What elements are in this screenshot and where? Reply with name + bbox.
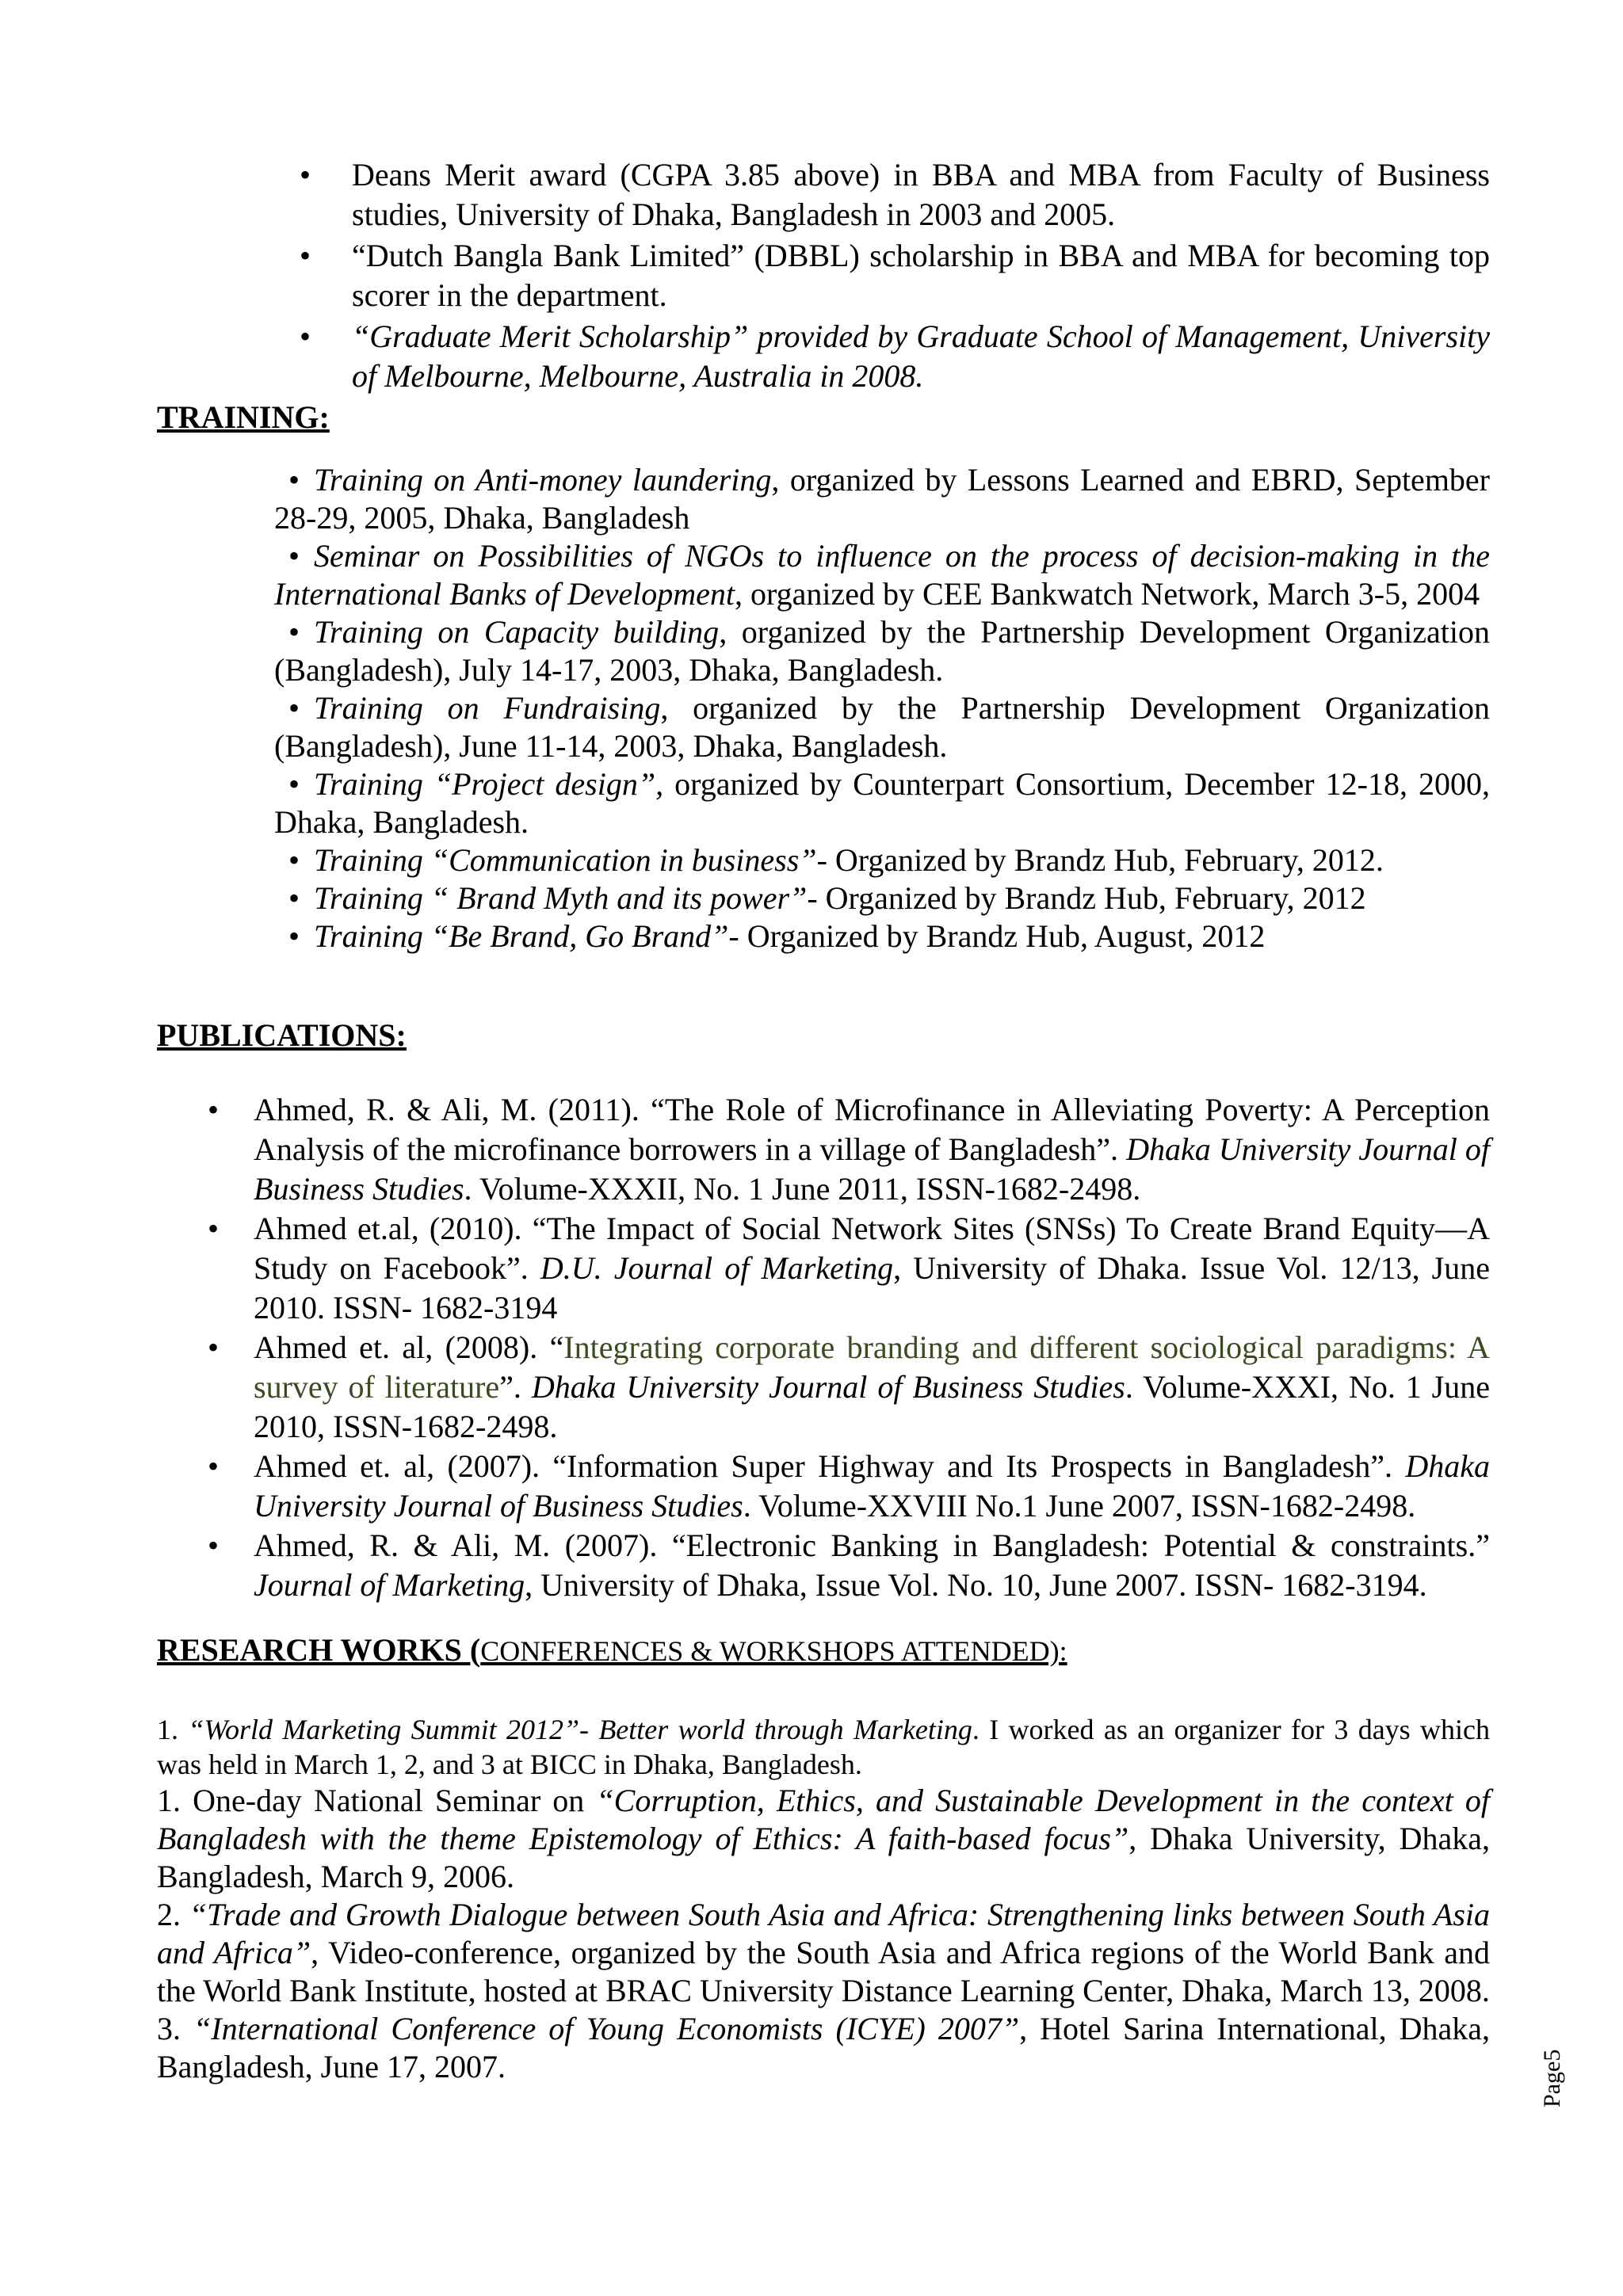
bullet-icon: • [208,1211,220,1246]
research-heading: RESEARCH WORKS (CONFERENCES & WORKSHOPS ATTENDED): [157,1632,1067,1668]
bullet-icon: • [288,538,300,574]
award-item: • Deans Merit award (CGPA 3.85 above) in BBA and MBA from Faculty of Business studies, University of Dhaka, Bangladesh in 2003 and 2005. [300,157,1490,232]
document-page [157,155,1490,2086]
bullet-icon: • [208,1527,220,1563]
training-item: • Training “Communication in business”- Organized by Brandz Hub, February, 2012. [274,841,1490,879]
bullet-icon: • [300,238,311,273]
page-number: Page5 [1539,2049,1565,2107]
training-item: • Training “Project design”, organized by Counterpart Consortium, December 12-18, 2000, Dhaka, Bangladesh. [274,766,1491,840]
training-item: • Seminar on Possibilities of NGOs to influence on the process of decision-making in the International Banks of Development, organized by CEE Bankwatch Network, March 3-5, 2004 [274,538,1490,612]
publications-heading: PUBLICATIONS: [157,1017,407,1053]
award-item: • “Dutch Bangla Bank Limited” (DBBL) scholarship in BBA and MBA for becoming top scorer in the department. [300,238,1490,313]
publications-list [208,1090,1490,1605]
awards-list [300,155,1490,396]
research-item: 2. “Trade and Growth Dialogue between South Asia and Africa: Strengthening links between South Asia and Africa”, Video-conference, organized by the South Asia and Africa regions of the World Bank and the World Bank Institute, hosted at BRAC University Distance Learning Center, Dhaka, March 13, 2008. [157,1897,1491,2008]
research-list [157,1712,1490,2086]
award-item: • “Graduate Merit Scholarship” provided by Graduate School of Management, University of Melbourne, Melbourne, Australia in 2008. [300,318,1490,394]
publication-item: • Ahmed et.al, (2010). “The Impact of Social Network Sites (SNSs) To Create Brand Equity—A Study on Facebook”. D.U. Journal of Marketing, University of Dhaka. Issue Vol. 12/13, June 2010. ISSN- 1682-3194 [208,1211,1491,1325]
bullet-icon: • [288,690,300,726]
training-item: • Training “Be Brand, Go Brand”- Organized by Brandz Hub, August, 2012 [274,917,1490,955]
research-item: 1. “World Marketing Summit 2012”- Better world through Marketing. I worked as an organizer for 3 days which was held in March 1, 2, and 3 at BICC in Dhaka, Bangladesh. [157,1714,1490,1780]
training-list [274,461,1490,955]
bullet-icon: • [288,842,300,878]
bullet-icon: • [208,1329,220,1365]
training-item: • Training on Fundraising, organized by the Partnership Development Organization (Bangladesh), June 11-14, 2003, Dhaka, Bangladesh. [274,690,1491,764]
bullet-icon: • [300,318,311,354]
bullet-icon: • [288,880,300,916]
bullet-icon: • [300,157,311,193]
training-item: • Training on Capacity building, organized by the Partnership Development Organization (Bangladesh), July 14-17, 2003, Dhaka, Bangladesh. [274,614,1490,688]
research-item: 1. One-day National Seminar on “Corruption, Ethics, and Sustainable Development in the context of Bangladesh with the theme Epistemology of Ethics: A faith-based focus”, Dhaka University, Dhaka, Bangladesh, March 9, 2006. [157,1783,1491,1894]
bullet-icon: • [208,1448,220,1484]
bullet-icon: • [288,614,300,650]
publication-item: • Ahmed, R. & Ali, M. (2007). “Electronic Banking in Bangladesh: Potential & constraints.” Journal of Marketing, University of Dhaka, Issue Vol. No. 10, June 2007. ISSN- 1682-3194. [208,1527,1490,1603]
bullet-icon: • [288,462,300,498]
publication-item: • Ahmed et. al, (2008). “Integrating corporate branding and different sociological paradigms: A survey of literature”. Dhaka University Journal of Business Studies. Volume-XXXI, No. 1 June 2010, ISSN-1682-2498. [208,1329,1491,1444]
bullet-icon: • [288,918,300,954]
bullet-icon: • [288,766,300,802]
research-item: 3. “International Conference of Young Economists (ICYE) 2007”, Hotel Sarina International, Dhaka, Bangladesh, June 17, 2007. [157,2011,1491,2084]
publication-item: • Ahmed, R. & Ali, M. (2011). “The Role of Microfinance in Alleviating Poverty: A Perception Analysis of the microfinance borrowers in a village of Bangladesh”. Dhaka University Journal of Business Studies. Volume-XXXII, No. 1 June 2011, ISSN-1682-2498. [208,1092,1490,1207]
training-item: • Training “ Brand Myth and its power”- Organized by Brandz Hub, February, 2012 [274,879,1490,917]
publication-item: • Ahmed et. al, (2007). “Information Super Highway and Its Prospects in Bangladesh”. Dhaka University Journal of Business Studies. Volume-XXVIII No.1 June 2007, ISSN-1682-2498. [208,1448,1490,1524]
bullet-icon: • [208,1092,220,1127]
training-heading: TRAINING: [157,399,330,435]
training-item: • Training on Anti-money laundering, organized by Lessons Learned and EBRD, September 28-29, 2005, Dhaka, Bangladesh [274,462,1491,536]
